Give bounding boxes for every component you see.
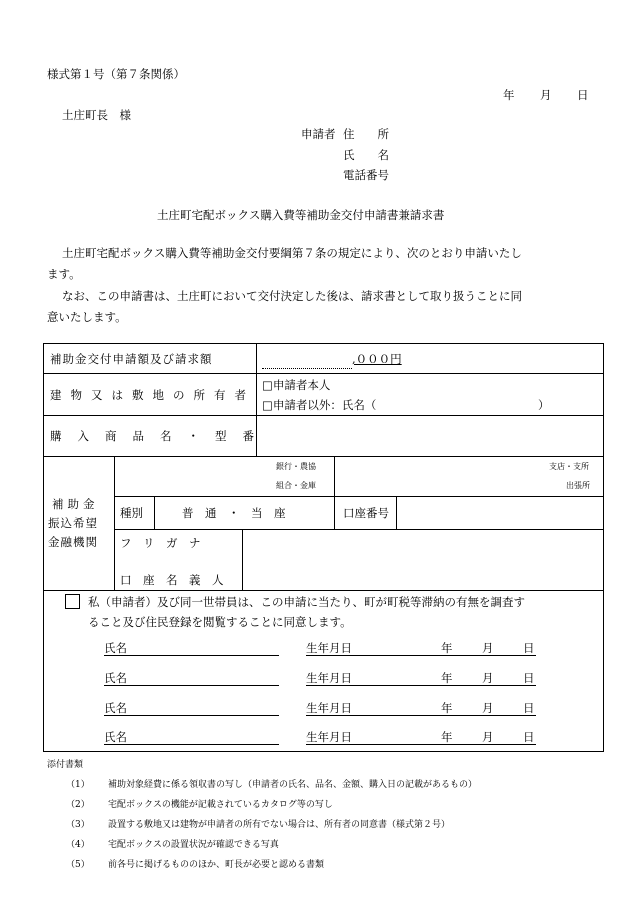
birth-year-label: 年 <box>441 641 453 655</box>
birth-year-label: 年 <box>441 701 453 715</box>
owner-other-close: ） <box>538 398 550 412</box>
owner-other-option[interactable]: □申請者以外：氏名（ <box>262 398 377 412</box>
branch-types-2: 出張所 <box>566 481 590 490</box>
document-title: 土庄町宅配ボックス購入費等補助金交付申請書兼請求書 <box>157 208 445 222</box>
branch-types-1: 支店・支所 <box>549 462 589 471</box>
furigana-label: フ リ ガ ナ <box>120 536 201 550</box>
attachment-number: （1） <box>66 780 90 790</box>
birth-day-label: 日 <box>523 701 535 715</box>
phone-label: 電話番号 <box>343 168 389 182</box>
consent-checkbox[interactable] <box>65 594 80 609</box>
birthdate-label: 生年月日 <box>306 671 352 685</box>
household-name-line[interactable] <box>104 655 279 656</box>
consent-line1: 私（申請者）及び同一世帯員は、この申請に当たり、町が町税等滞納の有無を調査す <box>88 595 525 609</box>
addressee: 土庄町長 様 <box>62 108 131 122</box>
name-label: 氏 名 <box>343 148 389 162</box>
attachment-item: 宅配ボックスの機能が記載されているカタログ等の写し <box>108 800 333 810</box>
attachment-number: （4） <box>66 840 90 850</box>
intro-p2-line2: 意いたします。 <box>47 310 127 324</box>
birth-day-label: 日 <box>523 730 535 744</box>
household-name-line[interactable] <box>104 685 279 686</box>
intro-p1-line1: 土庄町宅配ボックス購入費等補助金交付要綱第７条の規定により、次のとおり申請いたし <box>62 246 522 260</box>
attachment-number: （5） <box>66 860 90 870</box>
birthdate-label: 生年月日 <box>306 730 352 744</box>
birthdate-line[interactable] <box>306 744 536 745</box>
intro-p2-line1: なお、この申請書は、土庄町において交付決定した後は、請求書として取り扱うことに同 <box>62 289 522 303</box>
birthdate-label: 生年月日 <box>306 701 352 715</box>
owner-self-option[interactable]: □申請者本人 <box>262 378 331 392</box>
date-year-label: 年 <box>503 88 515 102</box>
household-name-label: 氏名 <box>104 730 127 744</box>
birthdate-label: 生年月日 <box>306 641 352 655</box>
birth-month-label: 月 <box>482 641 494 655</box>
birth-year-label: 年 <box>441 671 453 685</box>
intro-p1-line2: ます。 <box>47 267 81 281</box>
household-name-label: 氏名 <box>104 701 127 715</box>
household-name-line[interactable] <box>104 715 279 716</box>
date-month-label: 月 <box>540 88 552 102</box>
household-name-label: 氏名 <box>104 641 127 655</box>
bank-types-1: 銀行・農協 <box>276 462 316 471</box>
birthdate-line[interactable] <box>306 685 536 686</box>
account-number-label: 口座番号 <box>343 506 389 520</box>
attachment-item: 前各号に掲げるもののほか、町長が必要と認める書類 <box>108 860 325 870</box>
birth-month-label: 月 <box>482 701 494 715</box>
birth-month-label: 月 <box>482 671 494 685</box>
birthdate-line[interactable] <box>306 715 536 716</box>
attachment-number: （3） <box>66 820 90 830</box>
household-name-label: 氏名 <box>104 671 127 685</box>
applicant-label: 申請者 <box>301 127 336 141</box>
amount-value[interactable]: ,０００円 <box>352 352 402 366</box>
attachment-item: 補助対象経費に係る領収書の写し（申請者の氏名、品名、金額、購入日の記載があるもの） <box>108 780 478 790</box>
bank-label-1: 補助金 <box>52 497 99 511</box>
attachment-item: 設置する敷地又は建物が申請者の所有でない場合は、所有者の同意書（様式第２号） <box>108 820 451 830</box>
birthdate-line[interactable] <box>306 655 536 656</box>
household-name-line[interactable] <box>104 744 279 745</box>
account-type-value[interactable]: 普 通 ・ 当 座 <box>182 506 286 520</box>
account-type-label: 種別 <box>120 506 143 520</box>
consent-line2: ること及び住民登録を閲覧することに同意します。 <box>88 615 352 629</box>
address-label: 住 所 <box>343 127 389 141</box>
bank-label-2: 振込希望 <box>48 516 98 530</box>
bank-types-2: 組合・金庫 <box>276 481 316 490</box>
amount-label: 補助金交付申請額及び請求額 <box>50 352 213 366</box>
birth-month-label: 月 <box>482 730 494 744</box>
owner-label: 建物又は敷地の所有者 <box>50 388 255 402</box>
form-number: 様式第１号（第７条関係） <box>47 67 185 81</box>
account-holder-label: 口 座 名 義 人 <box>120 573 224 587</box>
birth-day-label: 日 <box>523 641 535 655</box>
product-label: 購入商品名・型番 <box>50 429 270 443</box>
bank-label-3: 金融機関 <box>48 535 98 549</box>
attachment-number: （2） <box>66 800 90 810</box>
date-day-label: 日 <box>577 88 589 102</box>
birth-year-label: 年 <box>441 730 453 744</box>
attachment-item: 宅配ボックスの設置状況が確認できる写真 <box>108 840 279 850</box>
birth-day-label: 日 <box>523 671 535 685</box>
attachments-heading: 添付書類 <box>47 760 84 770</box>
